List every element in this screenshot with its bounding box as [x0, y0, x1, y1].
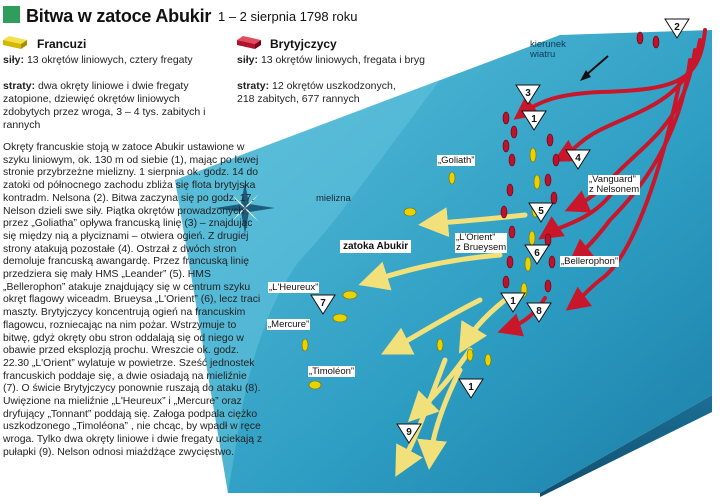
french-losses-value: dwa okręty liniowe i dwie fregaty zatopione, dziewięć okrętów liniowych zdobytych przez wroga, 3 – 4 tys. zabitych i rannych: [3, 80, 206, 131]
marker-1c: 1: [468, 382, 474, 393]
legend-french-forces: [3, 54, 223, 67]
legend-british-name: Brytyjczycy: [270, 37, 337, 51]
marker-6: 6: [534, 248, 540, 259]
british-losses-label: straty:: [237, 80, 270, 92]
page-subtitle: 1 – 2 sierpnia 1798 roku: [218, 9, 358, 24]
marker-1b: 1: [510, 296, 516, 307]
ship-label-vanguard: „Vanguard” z Nelsonem: [589, 174, 640, 195]
ship-label-mercure: „Mercure”: [268, 319, 310, 330]
marker-4: 4: [575, 153, 581, 164]
wind-label: kierunek wiatru: [530, 39, 566, 60]
british-flag-icon: [237, 36, 261, 50]
ship-label-timoleon: „Timoléon”: [309, 366, 355, 377]
french-forces-label: siły:: [3, 54, 25, 66]
legend-british-forces: [237, 54, 437, 67]
british-forces-value: 13 okrętów liniowych, fregata i bryg: [260, 54, 425, 66]
british-forces-label: siły:: [237, 54, 259, 66]
legend-french-losses: [3, 80, 228, 132]
british-losses-value: 12 okrętów uszkodzonych, 218 zabitych, 677 rannych: [237, 80, 396, 105]
marker-7: 7: [320, 298, 326, 309]
ship-label-lheureux: „L'Heureux”: [269, 282, 319, 293]
marker-8: 8: [536, 306, 542, 317]
ship-label-lorient: „L'Orient” z Brueysem: [456, 232, 507, 253]
marker-2: 2: [674, 22, 680, 33]
ship-label-bellerophon: „Bellerophon”: [561, 256, 619, 267]
logo-icon: [3, 6, 20, 23]
marker-1a: 1: [531, 114, 537, 125]
french-forces-value: 13 okrętów liniowych, cztery fregaty: [26, 54, 193, 66]
legend-british-losses: [237, 80, 412, 106]
marker-9: 9: [406, 427, 412, 438]
marker-3: 3: [525, 88, 531, 99]
narrative-text: Okręty francuskie stoją w zatoce Abukir ustawione w szyku liniowym, ok. 130 m od siebie (1), mając po lewej stronie przybrzeżne mielizny. 1 sierpnia ok. godz. 14 do zatoki od północnego zachodu zbliża się flota brytyjska kontradm. Nelsona (2). Bitwa zaczyna się po godz. 17. Nelson dzieli swe siły. Piątka okrętów prowadzonych przez „Goliatha” opływa francuską linię (3) – znajdując się między nią a płyciznami – otwiera ogień. Z drugiej strony atakują pozostałe (4). Ostrzał z dwóch stron demoluje francuską awangardę. Przez francuską linię przedziera się mały HMS „Leander” (5). HMS „Bellerophon” atakuje znajdujący się w centrum szyku okręt flagowy wiceadm. Brueysa „L'Orient” (6), lecz traci maszty. Brytyjczycy koncentrują ogień na francuskim flagowcu, rozniecając na nim pożar. Wstrzymuje to bitwę, gdyż okręty obu stron oddalają się od niego w obawie przed eksplozją prochu. Wreszcie ok. godz. 22.30 „L'Orient” wylatuje w powietrze. Sześć jednostek francuskich poddaje się, a dwie osiadają na mieliźnie (7). O świcie Brytyjczycy ponownie ruszają do ataku (8). Uwięzione na mieliźnie „L'Heureux” i „Mercure” oraz dryfujący „Tonnant” poddają się. Załoga podpala ciężko uszkodzonego „Timoléona” , nie chcąc, by wpadł w ręce wroga. Tylko dwa okręty liniowe i dwie fregaty uciekają z pułapki (9). Nelson odnosi miażdżące zwycięstwo.: [3, 142, 263, 458]
legend-french-name: Francuzi: [37, 37, 87, 51]
bay-label: zatoka Abukir: [340, 240, 411, 253]
battle-narrative: [3, 142, 265, 460]
french-flag-icon: [3, 36, 27, 50]
marker-5: 5: [538, 206, 544, 217]
page-title: Bitwa w zatoce Abukir: [26, 6, 212, 26]
french-losses-label: straty:: [3, 80, 36, 92]
shoal-label: mielizna: [316, 193, 351, 204]
ship-label-goliath: „Goliath”: [438, 155, 475, 166]
